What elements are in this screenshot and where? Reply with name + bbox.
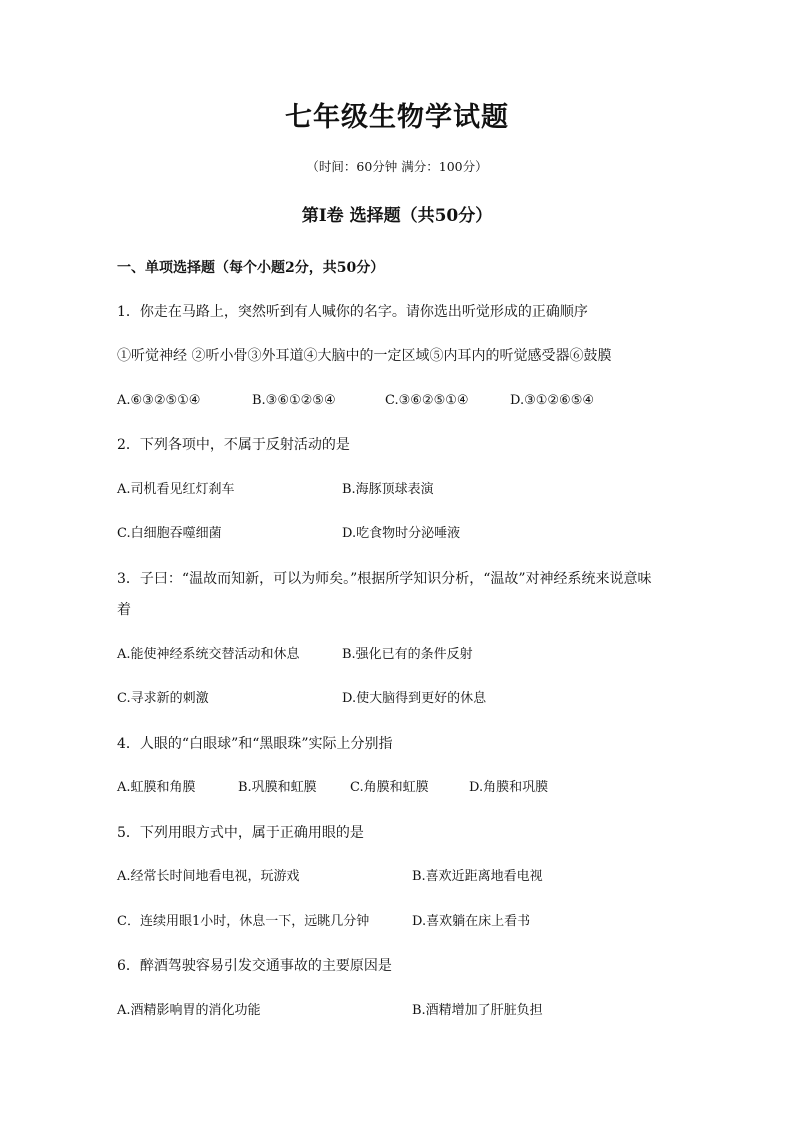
question-6-option-b: B.酒精增加了肝脏负担 <box>412 1003 543 1018</box>
section-heading: 一、单项选择题（每个小题2分，共50分） <box>117 260 385 276</box>
question-3-option-d: D.使大脑得到更好的休息 <box>342 691 487 706</box>
question-3-option-b: B.强化已有的条件反射 <box>342 647 473 662</box>
question-3-stem: 3．子曰：“温故而知新，可以为师矣。”根据所学知识分析，“温故”对神经系统来说意味 <box>117 571 652 587</box>
question-4-option-a: A.虹膜和角膜 <box>117 780 196 795</box>
question-3-option-c: C.寻求新的刺激 <box>117 691 209 706</box>
question-2-option-c: C.白细胞吞噬细菌 <box>117 526 222 541</box>
question-1-items: ①听觉神经 ②听小骨③外耳道④大脑中的一定区域⑤内耳内的听觉感受器⑥鼓膜 <box>117 348 612 364</box>
question-3-option-a: A.能使神经系统交替活动和休息 <box>117 647 300 662</box>
question-1-option-d: D.③①②⑥⑤④ <box>510 393 595 408</box>
question-3-stem-continued: 着 <box>117 602 131 618</box>
question-2-stem: 2．下列各项中，不属于反射活动的是 <box>117 437 350 453</box>
question-1-option-a: A.⑥③②⑤①④ <box>117 393 201 408</box>
part-heading: 第Ⅰ卷 选择题（共50分） <box>301 206 493 226</box>
question-2-option-d: D.吃食物时分泌唾液 <box>342 526 461 541</box>
page-title: 七年级生物学试题 <box>285 102 509 133</box>
question-4-option-c: C.角膜和虹膜 <box>350 780 429 795</box>
question-2-option-b: B.海豚顶球表演 <box>342 482 434 497</box>
exam-info: （时间：60分钟 满分：100分） <box>306 159 488 174</box>
question-6-option-a: A.酒精影响胃的消化功能 <box>117 1003 261 1018</box>
question-5-option-b: B.喜欢近距离地看电视 <box>412 869 543 884</box>
question-4-stem: 4．人眼的“白眼球”和“黑眼珠”实际上分别指 <box>117 736 393 752</box>
question-1-option-b: B.③⑥①②⑤④ <box>252 393 336 408</box>
question-4-option-b: B.巩膜和虹膜 <box>238 780 317 795</box>
question-1-stem: 1．你走在马路上，突然听到有人喊你的名字。请你选出听觉形成的正确顺序 <box>117 304 588 320</box>
question-5-option-a: A.经常长时间地看电视，玩游戏 <box>117 869 300 884</box>
question-2-option-a: A.司机看见红灯刹车 <box>117 482 235 497</box>
question-5-stem: 5．下列用眼方式中，属于正确用眼的是 <box>117 825 364 841</box>
question-5-option-d: D.喜欢躺在床上看书 <box>412 914 531 929</box>
question-6-stem: 6．醉酒驾驶容易引发交通事故的主要原因是 <box>117 958 392 974</box>
question-5-option-c: C．连续用眼1小时，休息一下，远眺几分钟 <box>117 914 370 929</box>
question-1-option-c: C.③⑥②⑤①④ <box>385 393 469 408</box>
question-4-option-d: D.角膜和巩膜 <box>469 780 549 795</box>
